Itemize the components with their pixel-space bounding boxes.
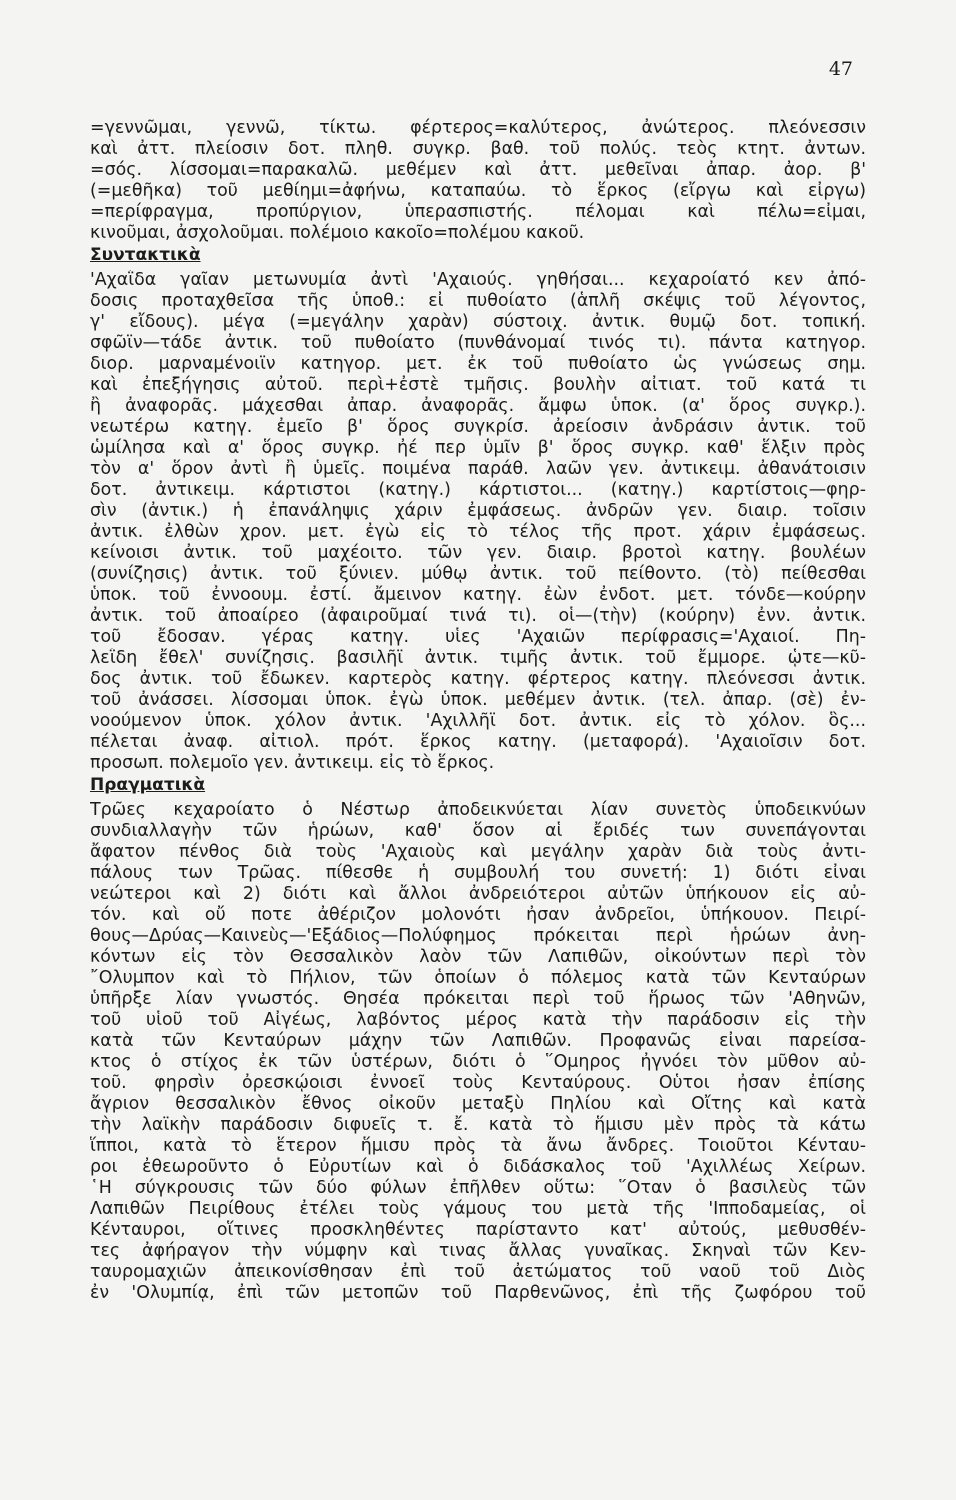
text-line: διορ. μαρναμένοιϊν κατηγορ. μετ. ἐκ τοῦ πυθοίατο ὡς γνώσεως σημ. bbox=[90, 354, 866, 374]
text-line: κινοῦμαι, ἀσχολοῦμαι. πολέμοιο κακοῖο=πολέμου κακοῦ. bbox=[90, 223, 585, 243]
text-line: δοσις προταχθεῖσα τῆς ὑποθ.: εἰ πυθοίατο (ἁπλῆ σκέψις τοῦ λέγοντος, bbox=[90, 291, 866, 311]
text-line: τοῦ υἱοῦ τοῦ Αἰγέως, λαβόντος μέρος κατὰ τὴν παράδοσιν εἰς τὴν bbox=[90, 1010, 866, 1030]
text-line: καὶ ἐπεξήγησις αὐτοῦ. περὶ+ἐστὲ τμῆσις. βουλὴν αἰτιατ. τοῦ κατά τι bbox=[90, 375, 866, 395]
text-line: πέλεται ἀναφ. αἰτιολ. πρότ. ἕρκος κατηγ. (μεταφορά). 'Αχαιοῖσιν δοτ. bbox=[90, 732, 866, 752]
text-line: τὸν α' ὅρον ἀντὶ ἢ ὑμεῖς. ποιμένα παράθ. λαῶν γεν. ἀντικειμ. ἀθανάτοισιν bbox=[90, 459, 866, 479]
text-line: τες ἀφήραγον τὴν νύμφην καὶ τινας ἄλλας γυναῖκας. Σκηναὶ τῶν Κεν- bbox=[90, 1241, 866, 1261]
text-line: Κένταυροι, οἵτινες προσκληθέντες παρίσταντο κατ' αὐτούς, μεθυσθέν- bbox=[90, 1220, 866, 1240]
text-line: τοῦ ἀνάσσει. λίσσομαι ὑποκ. ἐγὼ ὑποκ. μεθέμεν ἀντικ. (τελ. ἀπαρ. (σὲ) ἐν- bbox=[90, 690, 866, 710]
text-line: κτος ὁ στίχος ἐκ τῶν ὑστέρων, διότι ὁ ῞Ομηρος ἠγνόει τὸν μῦθον αὐ- bbox=[90, 1052, 866, 1072]
text-line: προσωπ. πολεμοῖο γεν. ἀντικειμ. εἰς τὸ ἕρκος. bbox=[90, 753, 495, 773]
text-line: ἄφατον πένθος διὰ τοὺς 'Αχαιοὺς καὶ μεγάλην χαρὰν διὰ τοὺς ἀντι- bbox=[90, 842, 866, 862]
text-line: τοῦ. φηρσὶν ὀρεσκῴοισι ἐννοεῖ τοὺς Κενταύρους. Οὗτοι ἦσαν ἐπίσης bbox=[90, 1073, 866, 1093]
text-line: (συνίζησις) ἀντικ. τοῦ ξύνιεν. μύθῳ ἀντικ. τοῦ πείθοντο. (τὸ) πείθεσθαι bbox=[90, 564, 866, 584]
text-line: θους—Δρύας—Καινεὺς—'Εξάδιος—Πολύφημος πρόκειται περὶ ἡρώων ἀνη- bbox=[90, 926, 866, 946]
text-line: ῾Η σύγκρουσις τῶν δύο φύλων ἐπῆλθεν οὕτω: ῞Οταν ὁ βασιλεὺς τῶν bbox=[90, 1178, 866, 1198]
text-line: =γεννῶμαι, γεννῶ, τίκτω. φέρτερος=καλύτερος, ἀνώτερος. πλεόνεσσιν bbox=[90, 118, 866, 138]
text-line: =περίφραγμα, προπύργιον, ὑπερασπιστής. πέλομαι καὶ πέλω=εἶμαι, bbox=[90, 202, 866, 222]
text-line: ἵπποι, κατὰ τὸ ἕτερον ἥμισυ πρὸς τὰ ἄνω ἄνδρες. Τοιοῦτοι Κένταυ- bbox=[90, 1136, 866, 1156]
text-line: τὴν λαϊκὴν παράδοσιν διφυεῖς τ. ἔ. κατὰ τὸ ἥμισυ μὲν πρὸς τὰ κάτω bbox=[90, 1115, 866, 1135]
text-line: τοῦ ἔδοσαν. γέρας κατηγ. υἷες 'Αχαιῶν περίφρασις='Αχαιοί. Πη- bbox=[90, 627, 866, 647]
paragraph-vocabulary bbox=[90, 118, 866, 244]
paragraph-syntactic bbox=[90, 270, 866, 774]
text-line: κείνοισι ἀντικ. τοῦ μαχέοιτο. τῶν γεν. διαιρ. βροτοὶ κατηγ. βουλέων bbox=[90, 543, 866, 563]
text-line: τόν. καὶ οὔ ποτε ἀθέριζον μολονότι ἦσαν ἀνδρεῖοι, ὑπήκουον. Πειρί- bbox=[90, 905, 866, 925]
text-line: ταυρομαχιῶν ἀπεικονίσθησαν ἐπὶ τοῦ ἀετώματος τοῦ ναοῦ τοῦ Διὸς bbox=[90, 1262, 866, 1282]
text-line: νεωτέρω κατηγ. ἐμεῖο β' ὅρος συγκρίσ. ἀρείοσιν ἀνδράσιν ἀντικ. τοῦ bbox=[90, 417, 866, 437]
text-line: ὡμίλησα καὶ α' ὅρος συγκρ. ἠέ περ ὑμῖν β' ὅρος συγκρ. καθ' ἕλξιν πρὸς bbox=[90, 438, 866, 458]
text-line: ἀντικ. τοῦ ἀποαίρεο (ἀφαιροῦμαί τινά τι). οἱ—(τὴν) (κούρην) ἐνν. ἀντικ. bbox=[90, 606, 866, 626]
section-heading-syntactic: Συντακτικὰ bbox=[90, 245, 201, 265]
text-line: ὑπῆρξε λίαν γνωστός. Θησέα πρόκειται περὶ τοῦ ἥρωος τῶν 'Αθηνῶν, bbox=[90, 989, 866, 1009]
text-line: Λαπιθῶν Πειρίθους ἐτέλει τοὺς γάμους του μετὰ τῆς 'Ιπποδαμείας, οἱ bbox=[90, 1199, 866, 1219]
text-line: ὑποκ. τοῦ ἐννοουμ. ἐστί. ἄμεινον κατηγ. ἐὼν ἐνδοτ. μετ. τόνδε—κούρην bbox=[90, 585, 866, 605]
text-line: συνδιαλλαγὴν τῶν ἡρώων, καθ' ὅσον αἱ ἔριδές των συνεπάγονται bbox=[90, 821, 866, 841]
paragraph-factual bbox=[90, 800, 866, 1304]
text-line: ἢ ἀναφορᾶς. μάχεσθαι ἀπαρ. ἀναφορᾶς. ἄμφω ὑποκ. (α' ὅρος συγκρ.). bbox=[90, 396, 866, 416]
text-line: σφῶϊν—τάδε ἀντικ. τοῦ πυθοίατο (πυνθάνομαί τινός τι). πάντα κατηγορ. bbox=[90, 333, 866, 353]
text-line: νεώτεροι καὶ 2) διότι καὶ ἄλλοι ἀνδρειότεροι αὐτῶν ὑπήκουον εἰς αὐ- bbox=[90, 884, 866, 904]
text-line: καὶ ἀττ. πλείοσιν δοτ. πληθ. συγκρ. βαθ. τοῦ πολύς. τεὸς κτητ. ἀντων. bbox=[90, 139, 866, 159]
page-number: 47 bbox=[828, 58, 853, 80]
text-line: γ' εἴδους). μέγα (=μεγάλην χαρὰν) σύστοιχ. ἀντικ. θυμῷ δοτ. τοπική. bbox=[90, 312, 866, 332]
text-line: δος ἀντικ. τοῦ ἔδωκεν. καρτερὸς κατηγ. φέρτερος κατηγ. πλεόνεσσι ἀντικ. bbox=[90, 669, 866, 689]
text-line: =σός. λίσσομαι=παρακαλῶ. μεθέμεν καὶ ἀττ. μεθεῖναι ἀπαρ. ἀορ. β' bbox=[90, 160, 866, 180]
text-line: (=μεθῆκα) τοῦ μεθίημι=ἀφήνω, καταπαύω. τὸ ἕρκος (εἴργω καὶ εἶργω) bbox=[90, 181, 866, 201]
text-line: σὶν (ἀντικ.) ἡ ἐπανάληψις χάριν ἐμφάσεως. ἀνδρῶν γεν. διαιρ. τοῖσιν bbox=[90, 501, 866, 521]
text-line: Τρῶες κεχαροίατο ὁ Νέστωρ ἀποδεικνύεται λίαν συνετὸς ὑποδεικνύων bbox=[90, 800, 866, 820]
text-line: ροι ἐθεωροῦντο ὁ Εὐρυτίων καὶ ὁ διδάσκαλος τοῦ 'Αχιλλέως Χείρων. bbox=[90, 1157, 866, 1177]
text-line: πάλους των Τρῶας. πίθεσθε ἡ συμβουλή του συνετή: 1) διότι εἶναι bbox=[90, 863, 866, 883]
text-line: ἀντικ. ἐλθὼν χρον. μετ. ἐγὼ εἰς τὸ τέλος τῆς προτ. χάριν ἐμφάσεως. bbox=[90, 522, 866, 542]
text-line: 'Αχαΐδα γαῖαν μετωνυμία ἀντὶ 'Αχαιούς. γηθήσαι... κεχαροίατό κεν ἀπό- bbox=[90, 270, 866, 290]
text-line: νοούμενον ὑποκ. χόλον ἀντικ. 'Αχιλλῆϊ δοτ. ἀντικ. εἰς τὸ χόλον. ὃς... bbox=[90, 711, 866, 731]
text-line: λεΐδη ἔθελ' συνίζησις. βασιλῆϊ ἀντικ. τιμῆς ἀντικ. τοῦ ἔμμορε. ᾧτε—κῦ- bbox=[90, 648, 866, 668]
text-line: ἄγριον θεσσαλικὸν ἔθνος οἰκοῦν μεταξὺ Πηλίου καὶ Οἴτης καὶ κατὰ bbox=[90, 1094, 866, 1114]
section-heading-factual: Πραγματικὰ bbox=[90, 775, 206, 795]
text-line: ῎Ολυμπον καὶ τὸ Πήλιον, τῶν ὁποίων ὁ πόλεμος κατὰ τῶν Κενταύρων bbox=[90, 968, 866, 988]
page-text bbox=[90, 118, 866, 1304]
text-line: δοτ. ἀντικειμ. κάρτιστοι (κατηγ.) κάρτιστοι... (κατηγ.) καρτίστοις—φηρ- bbox=[90, 480, 866, 500]
text-line: κατὰ τῶν Κενταύρων μάχην τῶν Λαπιθῶν. Προφανῶς εἶναι παρείσα- bbox=[90, 1031, 866, 1051]
text-line: ἐν 'Ολυμπίᾳ, ἐπὶ τῶν μετοπῶν τοῦ Παρθενῶνος, ἐπὶ τῆς ζωφόρου τοῦ bbox=[90, 1283, 866, 1303]
text-line: κόντων εἰς τὸν Θεσσαλικὸν λαὸν τῶν Λαπιθῶν, οἰκούντων περὶ τὸν bbox=[90, 947, 866, 967]
